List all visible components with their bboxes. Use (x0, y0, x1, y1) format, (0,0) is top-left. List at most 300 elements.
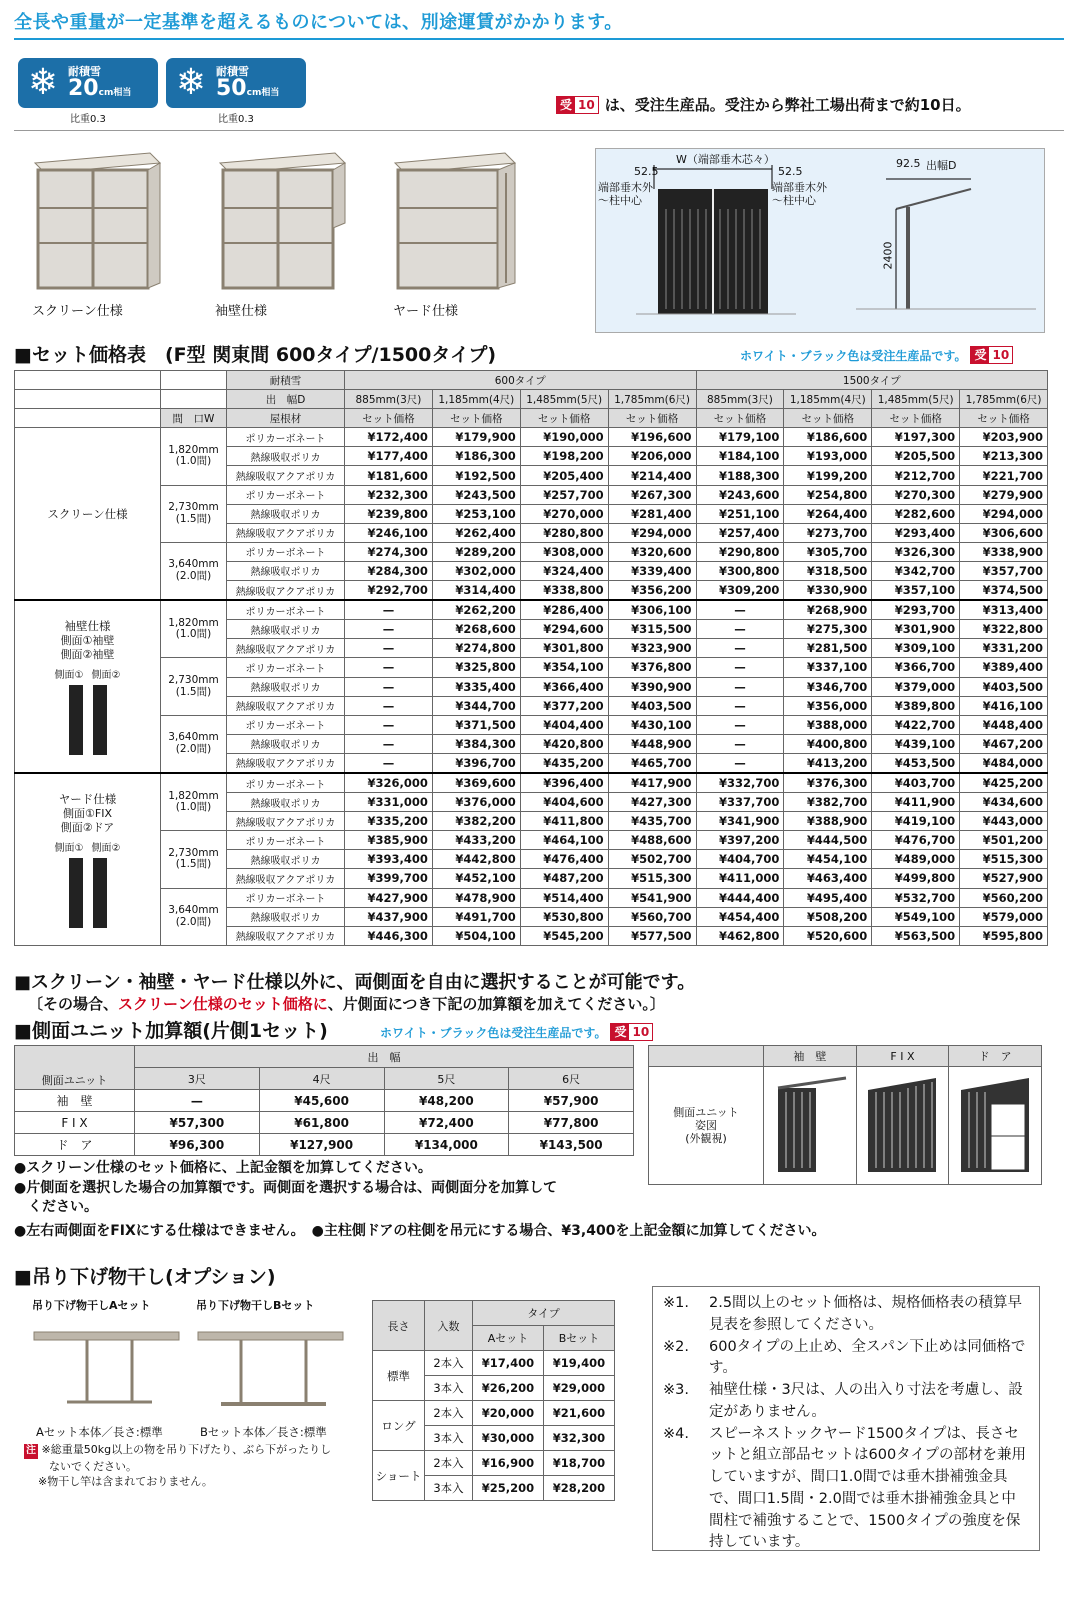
price-cell: ¥322,800 (960, 620, 1048, 639)
price-cell: ¥221,700 (960, 466, 1048, 485)
price-cell: ¥404,700 (696, 850, 784, 869)
price-cell: ¥315,500 (608, 620, 696, 639)
price-cell: ¥384,300 (432, 734, 520, 753)
price-cell: ¥454,400 (696, 907, 784, 926)
price-cell: ¥342,700 (872, 561, 960, 580)
price-cell: — (345, 639, 433, 658)
price-cell: ¥579,000 (960, 907, 1048, 926)
price-cell: ¥403,500 (960, 677, 1048, 696)
price-cell: ¥292,700 (345, 581, 433, 601)
price-cell: ¥331,000 (345, 793, 433, 812)
price-cell: ¥186,600 (784, 428, 872, 447)
price-cell: ¥425,200 (960, 773, 1048, 793)
price-cell: ¥422,700 (872, 715, 960, 734)
roof-material-cell: 熱線吸収アクアポリカ (227, 753, 345, 773)
table-row (15, 600, 1048, 620)
price-cell: ¥467,200 (960, 734, 1048, 753)
price-cell: ¥488,600 (608, 831, 696, 850)
price-cell: ¥324,400 (520, 561, 608, 580)
price-cell: — (696, 677, 784, 696)
price-cell: ¥411,900 (872, 793, 960, 812)
price-cell: ¥323,900 (608, 639, 696, 658)
price-cell: ¥560,200 (960, 888, 1048, 907)
price-cell: ¥314,400 (432, 581, 520, 601)
side-panel-icon (17, 858, 158, 928)
price-cell: ¥179,100 (696, 428, 784, 447)
snow-load-badge-50: ❄ 耐積雪 50cm相当 (166, 58, 306, 108)
fix-unit-icon (862, 1074, 942, 1174)
price-cell: ¥463,400 (784, 869, 872, 888)
price-cell: ¥199,200 (784, 466, 872, 485)
price-cell: ¥289,200 (432, 542, 520, 561)
price-cell: ¥270,000 (520, 504, 608, 523)
price-cell: ¥186,300 (432, 447, 520, 466)
roof-material-cell: ポリカーボネート (227, 600, 345, 620)
price-cell: ¥344,700 (432, 696, 520, 715)
price-cell: ¥403,700 (872, 773, 960, 793)
color-note: ホワイト・ブラック色は受注生産品です。 受 10 (380, 1023, 653, 1041)
price-cell: ¥430,100 (608, 715, 696, 734)
price-cell: ¥213,300 (960, 447, 1048, 466)
height-label: 2400 (881, 241, 895, 270)
w-dimension-label: W（端部垂木芯々） (676, 153, 775, 166)
price-cell: ¥293,700 (872, 600, 960, 620)
price-cell: ¥549,100 (872, 907, 960, 926)
price-cell: ¥301,800 (520, 639, 608, 658)
footnotes-box: ※1. 2.5間以上のセット価格は、規格価格表の積算早見表を参照してください。 ※2. 600タイプの上止め、全スパン下止めは同価格です。 ※3. 袖壁仕様・3尺は、人の出入り寸法を考慮し、設定がありません。 ※4. スピーネストックヤード1500タイプは、長さセットと組立部品セットは600タイプの部材を兼用していますが、間口1.0間では垂木掛補強金具で、間口1.5間・2.0間では垂木掛補強金具と中間柱で補強することで、1500タイプの強度を保持しています。 (652, 1286, 1040, 1551)
product-caption: ヤード仕様 (393, 304, 459, 319)
price-cell: ¥313,400 (960, 600, 1048, 620)
divider (14, 38, 1064, 40)
left-offset-label: 52.5 (634, 165, 659, 178)
option-b-title: 吊り下げ物干しBセット (196, 1299, 315, 1312)
made-to-order-badge: 受 10 (610, 1023, 653, 1041)
price-cell: ¥366,400 (520, 677, 608, 696)
spec-group-cell: ヤード仕様 側面①FIX 側面②ドア 側面① 側面② (15, 773, 161, 945)
color-note: ホワイト・ブラック色は受注生産品です。 受 10 (740, 346, 1013, 364)
price-cell: ¥520,600 (784, 926, 872, 945)
roof-material-cell: 熱線吸収ポリカ (227, 447, 345, 466)
price-cell: ¥293,400 (872, 523, 960, 542)
price-cell: ¥320,600 (608, 542, 696, 561)
width-cell: 2,730mm (1.5間) (161, 831, 227, 888)
price-cell: ¥527,900 (960, 869, 1048, 888)
hanger-price-table: 長さ 入数 タイプ Aセット Bセット 標準 2本入 ¥17,400 ¥19,400 3本入 ¥26,200 ¥29,000 ロング 2本入 ¥20,000 ¥21,600 3本入 ¥30,000 ¥32,300 ショート 2本入 ¥16,900 ¥18,700 3本入 ¥25,200 ¥28,200 (372, 1300, 615, 1501)
price-cell: ¥495,400 (784, 888, 872, 907)
table-row: F I X ¥57,300 ¥61,800 ¥72,400 ¥77,800 (15, 1112, 634, 1134)
roof-material-cell: 熱線吸収ポリカ (227, 734, 345, 753)
roof-material-cell: ポリカーボネート (227, 715, 345, 734)
price-cell: ¥318,500 (784, 561, 872, 580)
price-cell: ¥389,800 (872, 696, 960, 715)
roof-material-cell: ポリカーボネート (227, 428, 345, 447)
price-cell: ¥452,100 (432, 869, 520, 888)
price-cell: ¥300,800 (696, 561, 784, 580)
price-cell: ¥356,000 (784, 696, 872, 715)
roof-material-cell: 熱線吸収アクアポリカ (227, 581, 345, 601)
price-cell: — (696, 658, 784, 677)
price-cell: ¥198,200 (520, 447, 608, 466)
price-cell: ¥337,100 (784, 658, 872, 677)
roof-material-cell: 熱線吸収アクアポリカ (227, 696, 345, 715)
price-cell: ¥462,800 (696, 926, 784, 945)
price-cell: ¥294,000 (960, 504, 1048, 523)
roof-material-cell: 熱線吸収ポリカ (227, 620, 345, 639)
price-cell: — (696, 734, 784, 753)
roof-material-cell: ポリカーボネート (227, 888, 345, 907)
free-choice-heading: ■スクリーン・袖壁・ヤード仕様以外に、両側面を自由に選択することが可能です。 (14, 972, 696, 993)
price-cell: ¥465,700 (608, 753, 696, 773)
option-b-caption: Bセット本体／長さ:標準 (200, 1425, 327, 1439)
dimension-diagram (595, 148, 1045, 333)
price-table-title: ■セット価格表 (F型 関東間 600タイプ/1500タイプ) (14, 344, 497, 366)
price-cell: ¥325,800 (432, 658, 520, 677)
price-cell: ¥357,100 (872, 581, 960, 601)
price-cell: — (345, 677, 433, 696)
roof-material-cell: 熱線吸収ポリカ (227, 561, 345, 580)
sodekabe-unit-icon (770, 1074, 850, 1174)
price-cell: ¥268,600 (432, 620, 520, 639)
price-cell: ¥205,400 (520, 466, 608, 485)
price-cell: ¥203,900 (960, 428, 1048, 447)
price-cell: ¥332,700 (696, 773, 784, 793)
set-price-table: 耐積雪 600タイプ 1500タイプ 出 幅D 885mm(3尺) 1,185mm(4尺) 1,485mm(5尺) 1,785mm(6尺) 885mm(3尺) 1,185mm(4尺) 1,485mm(5尺) 1,785mm(6尺) 間 口W 屋根材 セット価格 セット価格 セット価格 セット価格 セット価格 セット価格 セット価格 セット価格 スクリーン仕様 1,820mm (1.0間) ポリカーボネート ¥172,400 ¥179,900 ¥190,000 ¥196,600 ¥179,100 ¥186,600 ¥197,300 ¥203,900 熱線吸収ポリカ ¥177,400 ¥186,300 ¥198,200 ¥206,000 ¥184,100 ¥193,000 ¥205,500 ¥213,300 熱線吸収アクアポリカ ¥181,600 ¥192,500 ¥205,400 ¥214,400 ¥188,300 ¥199,200 ¥212,700 ¥221,700 2,730mm (1.5間) ポリカーボネート ¥232,300 ¥243,500 ¥257,700 ¥267,300 ¥243,600 ¥254,800 ¥270,300 ¥279,900 熱線吸収ポリカ ¥239,800 ¥253,100 ¥270,000 ¥281,400 ¥251,100 ¥264,400 ¥282,600 ¥294,000 熱線吸収アクアポリカ ¥246,100 ¥262,400 ¥280,800 ¥294,000 ¥257,400 ¥273,700 ¥293,400 ¥306,600 3,640mm (2.0間) ポリカーボネート ¥274,300 ¥289,200 ¥308,000 ¥320,600 ¥290,800 ¥305,700 ¥326,300 ¥338,900 熱線吸収ポリカ ¥284,300 ¥302,000 ¥324,400 ¥339,400 ¥300,800 ¥318,500 ¥342,700 ¥357,700 熱線吸収アクアポリカ ¥292,700 ¥314,400 ¥338,800 ¥356,200 ¥309,200 ¥330,900 ¥357,100 ¥374,500 袖壁仕様 側面①袖壁 側面②袖壁 側面① 側面② 1,820mm (1.0間) ポリカーボネート — ¥262,200 ¥286,400 ¥306,100 — ¥268,900 ¥293,700 ¥313,400 熱線吸収ポリカ — ¥268,600 ¥294,600 ¥315,500 — ¥275,300 ¥301,900 ¥322,800 熱線吸収アクアポリカ — ¥274,800 ¥301,800 ¥323,900 — ¥281,500 ¥309,100 ¥331,200 2,730mm (1.5間) ポリカーボネート — ¥325,800 ¥354,100 ¥376,800 — ¥337,100 ¥366,700 ¥389,400 熱線吸収ポリカ — ¥335,400 ¥366,400 ¥390,900 — ¥346,700 ¥379,000 ¥403,500 熱線吸収アクアポリカ — ¥344,700 ¥377,200 ¥403,500 — ¥356,000 ¥389,800 ¥416,100 3,640mm (2.0間) ポリカーボネート — ¥371,500 ¥404,400 ¥430,100 — ¥388,000 ¥422,700 ¥448,400 熱線吸収ポリカ — ¥384,300 ¥420,800 ¥448,900 — ¥400,800 ¥439,100 ¥467,200 熱線吸収アクアポリカ — ¥396,700 ¥435,200 ¥465,700 — ¥413,200 ¥453,500 ¥484,000 ヤード仕様 側面①FIX 側面②ドア 側面① 側面② 1,820mm (1.0間) ポリカーボネート ¥326,000 ¥369,600 ¥396,400 ¥417,900 ¥332,700 ¥376,300 ¥403,700 ¥425,200 熱線吸収ポリカ ¥331,000 ¥376,000 ¥404,600 ¥427,300 ¥337,700 ¥382,700 ¥411,900 ¥434,600 熱線吸収アクアポリカ ¥335,200 ¥382,200 ¥411,800 ¥435,700 ¥341,900 ¥388,900 ¥419,100 ¥443,000 2,730mm (1.5間) ポリカーボネート ¥385,900 ¥433,200 ¥464,100 ¥488,600 ¥397,200 ¥444,500 ¥476,700 ¥501,200 熱線吸収ポリカ ¥393,400 ¥442,800 ¥476,400 ¥502,700 ¥404,700 ¥454,100 ¥489,000 ¥515,300 熱線吸収アクアポリカ ¥399,700 ¥452,100 ¥487,200 ¥515,300 ¥411,000 ¥463,400 ¥499,800 ¥527,900 3,640mm (2.0間) ポリカーボネート ¥427,900 ¥478,900 ¥514,400 ¥541,900 ¥444,400 ¥495,400 ¥532,700 ¥560,200 熱線吸収ポリカ ¥437,900 ¥491,700 ¥530,800 ¥560,700 ¥454,400 ¥508,200 ¥549,100 ¥579,000 熱線吸収アクアポリカ ¥446,300 ¥504,100 ¥545,200 ¥577,500 ¥462,800 ¥520,600 ¥563,500 ¥595,800 (14, 370, 1048, 946)
price-cell: ¥190,000 (520, 428, 608, 447)
width-cell: 3,640mm (2.0間) (161, 542, 227, 600)
price-cell: ¥270,300 (872, 485, 960, 504)
price-cell: ¥411,800 (520, 812, 608, 831)
price-cell: ¥172,400 (345, 428, 433, 447)
price-cell: ¥377,200 (520, 696, 608, 715)
price-cell: ¥443,000 (960, 812, 1048, 831)
price-cell: ¥416,100 (960, 696, 1048, 715)
price-cell: ¥341,900 (696, 812, 784, 831)
price-cell: ¥560,700 (608, 907, 696, 926)
table-row: 袖 壁 — ¥45,600 ¥48,200 ¥57,900 (15, 1090, 634, 1112)
price-cell: ¥478,900 (432, 888, 520, 907)
roof-material-cell: ポリカーボネート (227, 485, 345, 504)
price-cell: ¥339,400 (608, 561, 696, 580)
snowflake-icon: ❄ (27, 62, 59, 103)
depth-label: 出幅D (926, 159, 957, 172)
price-cell: ¥487,200 (520, 869, 608, 888)
roof-material-cell: 熱線吸収ポリカ (227, 793, 345, 812)
price-cell: ¥306,100 (608, 600, 696, 620)
width-cell: 1,820mm (1.0間) (161, 773, 227, 831)
price-cell: ¥390,900 (608, 677, 696, 696)
hanger-a-illustration (32, 1312, 182, 1422)
price-cell: ¥419,100 (872, 812, 960, 831)
width-cell: 3,640mm (2.0間) (161, 715, 227, 773)
caution-badge: 注 (24, 1444, 38, 1459)
price-cell: ¥281,400 (608, 504, 696, 523)
price-cell: — (696, 753, 784, 773)
price-cell: — (696, 639, 784, 658)
price-cell: ¥491,700 (432, 907, 520, 926)
hanger-b-illustration (196, 1312, 346, 1422)
price-cell: ¥330,900 (784, 581, 872, 601)
price-cell: ¥388,000 (784, 715, 872, 734)
price-cell: ¥397,200 (696, 831, 784, 850)
price-cell: ¥404,600 (520, 793, 608, 812)
yard-carport-illustration (390, 148, 525, 298)
price-cell: ¥374,500 (960, 581, 1048, 601)
specific-gravity: 比重0.3 (70, 114, 106, 125)
price-cell: ¥338,800 (520, 581, 608, 601)
price-cell: ¥232,300 (345, 485, 433, 504)
price-cell: ¥379,000 (872, 677, 960, 696)
snowflake-icon: ❄ (175, 62, 207, 103)
price-cell: ¥280,800 (520, 523, 608, 542)
roof-material-cell: ポリカーボネート (227, 773, 345, 793)
price-cell: ¥435,200 (520, 753, 608, 773)
price-cell: ¥369,600 (432, 773, 520, 793)
price-cell: — (345, 600, 433, 620)
price-cell: ¥439,100 (872, 734, 960, 753)
depth-offset-label: 92.5 (896, 157, 921, 170)
roof-material-cell: 熱線吸収ポリカ (227, 850, 345, 869)
table-row (15, 715, 1048, 734)
price-cell: ¥444,500 (784, 831, 872, 850)
free-choice-note: 〔その場合、スクリーン仕様のセット価格に、片側面につき下記の加算額を加えてください。〕 (28, 995, 665, 1013)
price-cell: ¥177,400 (345, 447, 433, 466)
price-cell: ¥184,100 (696, 447, 784, 466)
price-cell: ¥541,900 (608, 888, 696, 907)
price-cell: ¥338,900 (960, 542, 1048, 561)
price-cell: ¥413,200 (784, 753, 872, 773)
price-cell: ¥196,600 (608, 428, 696, 447)
snow-load-badge-20: ❄ 耐積雪 20cm相当 (18, 58, 158, 108)
price-cell: ¥309,100 (872, 639, 960, 658)
side-panel-icon (17, 685, 158, 755)
made-to-order-badge: 受 10 (556, 96, 599, 114)
price-cell: ¥371,500 (432, 715, 520, 734)
price-cell: ¥437,900 (345, 907, 433, 926)
price-cell: ¥399,700 (345, 869, 433, 888)
price-cell: ¥302,000 (432, 561, 520, 580)
price-cell: ¥346,700 (784, 677, 872, 696)
price-cell: — (345, 658, 433, 677)
width-cell: 3,640mm (2.0間) (161, 888, 227, 945)
side-unit-table: 側面ユニット 出 幅 3尺 4尺 5尺 6尺 袖 壁 — ¥45,600 ¥48,200 ¥57,900 F I X ¥57,300 ¥61,800 ¥72,400 ¥77,800 ド ア ¥96,300 ¥127,900 ¥134,000 ¥143,500 (14, 1045, 634, 1156)
price-cell: ¥484,000 (960, 753, 1048, 773)
price-cell: ¥420,800 (520, 734, 608, 753)
price-cell: ¥489,000 (872, 850, 960, 869)
price-cell: ¥453,500 (872, 753, 960, 773)
width-cell: 1,820mm (1.0間) (161, 600, 227, 658)
price-cell: ¥279,900 (960, 485, 1048, 504)
price-cell: ¥400,800 (784, 734, 872, 753)
price-cell: ¥331,200 (960, 639, 1048, 658)
price-cell: ¥404,400 (520, 715, 608, 734)
price-cell: ¥309,200 (696, 581, 784, 601)
made-to-order-badge: 受 10 (970, 346, 1013, 364)
price-cell: ¥179,900 (432, 428, 520, 447)
price-cell: ¥290,800 (696, 542, 784, 561)
price-cell: ¥366,700 (872, 658, 960, 677)
price-cell: ¥262,400 (432, 523, 520, 542)
price-cell: ¥205,500 (872, 447, 960, 466)
price-cell: ¥464,100 (520, 831, 608, 850)
price-cell: ¥396,700 (432, 753, 520, 773)
roof-material-cell: 熱線吸収ポリカ (227, 677, 345, 696)
price-cell: ¥246,100 (345, 523, 433, 542)
price-cell: ¥385,900 (345, 831, 433, 850)
price-cell: ¥354,100 (520, 658, 608, 677)
table-row (15, 428, 1048, 447)
price-cell: ¥514,400 (520, 888, 608, 907)
roof-material-cell: ポリカーボネート (227, 658, 345, 677)
divider (14, 130, 1064, 131)
specific-gravity: 比重0.3 (218, 114, 254, 125)
price-cell: ¥188,300 (696, 466, 784, 485)
roof-material-cell: 熱線吸収アクアポリカ (227, 812, 345, 831)
price-cell: ¥335,400 (432, 677, 520, 696)
price-cell: ¥563,500 (872, 926, 960, 945)
side-unit-pictures: 袖 壁 F I X ド ア 側面ユニット 姿図 (外観視) (648, 1045, 1042, 1185)
price-cell: ¥268,900 (784, 600, 872, 620)
price-cell: ¥274,300 (345, 542, 433, 561)
price-cell: ¥427,300 (608, 793, 696, 812)
price-cell: ¥417,900 (608, 773, 696, 793)
price-cell: ¥251,100 (696, 504, 784, 523)
roof-material-cell: 熱線吸収ポリカ (227, 504, 345, 523)
price-cell: — (696, 600, 784, 620)
table-row (15, 888, 1048, 907)
option-a-title: 吊り下げ物干しAセット (32, 1299, 151, 1312)
price-cell: ¥448,400 (960, 715, 1048, 734)
price-cell: ¥275,300 (784, 620, 872, 639)
price-cell: ¥301,900 (872, 620, 960, 639)
table-row (15, 485, 1048, 504)
price-cell: ¥476,700 (872, 831, 960, 850)
roof-material-cell: ポリカーボネート (227, 831, 345, 850)
price-cell: ¥382,200 (432, 812, 520, 831)
width-cell: 2,730mm (1.5間) (161, 485, 227, 542)
price-cell: ¥253,100 (432, 504, 520, 523)
price-cell: ¥306,600 (960, 523, 1048, 542)
price-cell: ¥427,900 (345, 888, 433, 907)
price-cell: ¥257,700 (520, 485, 608, 504)
door-unit-icon (955, 1074, 1035, 1174)
width-cell: 1,820mm (1.0間) (161, 428, 227, 485)
price-cell: ¥335,200 (345, 812, 433, 831)
price-cell: ¥396,400 (520, 773, 608, 793)
made-to-order-note: 受 10 は、受注生産品。受注から弊社工場出荷まで約10日。 (556, 94, 971, 115)
table-row (15, 658, 1048, 677)
option-warnings: 注 ※総重量50kg以上の物を吊り下げたり、ぶら下がったりし ないでください。 ※物干し竿は含まれておりません。 (26, 1443, 332, 1489)
right-note: 端部垂木外 ～柱中心 (772, 181, 827, 208)
price-cell: ¥181,600 (345, 466, 433, 485)
price-cell: ¥273,700 (784, 523, 872, 542)
price-cell: ¥357,700 (960, 561, 1048, 580)
left-note: 端部垂木外 ～柱中心 (598, 181, 653, 208)
price-cell: ¥282,600 (872, 504, 960, 523)
price-cell: ¥411,000 (696, 869, 784, 888)
spec-group-cell: 袖壁仕様 側面①袖壁 側面②袖壁 側面① 側面② (15, 600, 161, 773)
sodekabe-carport-illustration (215, 148, 350, 298)
price-cell: ¥243,600 (696, 485, 784, 504)
price-cell: ¥281,500 (784, 639, 872, 658)
price-cell: ¥197,300 (872, 428, 960, 447)
price-cell: ¥254,800 (784, 485, 872, 504)
table-row (15, 542, 1048, 561)
price-cell: ¥212,700 (872, 466, 960, 485)
price-cell: ¥376,800 (608, 658, 696, 677)
table-row (15, 773, 1048, 793)
price-cell: ¥257,400 (696, 523, 784, 542)
price-cell: ¥393,400 (345, 850, 433, 869)
price-cell: ¥499,800 (872, 869, 960, 888)
price-cell: ¥454,100 (784, 850, 872, 869)
option-title: ■吊り下げ物干し(オプション) (14, 1266, 276, 1288)
price-cell: ¥239,800 (345, 504, 433, 523)
price-cell: ¥193,000 (784, 447, 872, 466)
width-cell: 2,730mm (1.5間) (161, 658, 227, 715)
price-cell: ¥305,700 (784, 542, 872, 561)
side-unit-notes: ●スクリーン仕様のセット価格に、上記金額を加算してください。 ●片側面を選択した場合の加算額です。両側面を選択する場合は、両側面分を加算して ください。 (14, 1160, 558, 1216)
price-cell: — (345, 753, 433, 773)
screen-carport-illustration (30, 148, 165, 298)
price-cell: ¥504,100 (432, 926, 520, 945)
roof-material-cell: 熱線吸収アクアポリカ (227, 869, 345, 888)
price-cell: ¥356,200 (608, 581, 696, 601)
side-unit-title: ■側面ユニット加算額(片側1セット) (14, 1020, 328, 1042)
price-cell: ¥308,000 (520, 542, 608, 561)
price-cell: ¥294,600 (520, 620, 608, 639)
price-cell: — (696, 620, 784, 639)
price-cell: ¥284,300 (345, 561, 433, 580)
price-cell: ¥508,200 (784, 907, 872, 926)
price-cell: ¥532,700 (872, 888, 960, 907)
roof-material-cell: 熱線吸収ポリカ (227, 907, 345, 926)
price-cell: ¥267,300 (608, 485, 696, 504)
roof-material-cell: 熱線吸収アクアポリカ (227, 466, 345, 485)
price-cell: ¥326,300 (872, 542, 960, 561)
right-offset-label: 52.5 (778, 165, 803, 178)
price-cell: ¥530,800 (520, 907, 608, 926)
price-cell: ¥376,300 (784, 773, 872, 793)
price-cell: ¥262,200 (432, 600, 520, 620)
price-cell: — (345, 734, 433, 753)
price-cell: ¥434,600 (960, 793, 1048, 812)
price-cell: ¥577,500 (608, 926, 696, 945)
price-cell: — (696, 715, 784, 734)
price-cell: ¥382,700 (784, 793, 872, 812)
price-cell: ¥337,700 (696, 793, 784, 812)
price-cell: ¥448,900 (608, 734, 696, 753)
price-cell: ¥545,200 (520, 926, 608, 945)
product-caption: スクリーン仕様 (32, 304, 123, 319)
price-cell: ¥389,400 (960, 658, 1048, 677)
price-cell: ¥442,800 (432, 850, 520, 869)
price-cell: — (345, 715, 433, 734)
price-cell: ¥435,700 (608, 812, 696, 831)
price-cell: ¥286,400 (520, 600, 608, 620)
product-caption: 袖壁仕様 (215, 304, 268, 319)
price-cell: ¥326,000 (345, 773, 433, 793)
table-row (15, 831, 1048, 850)
price-cell: ¥206,000 (608, 447, 696, 466)
price-cell: ¥502,700 (608, 850, 696, 869)
price-cell: ¥515,300 (608, 869, 696, 888)
price-cell: ¥403,500 (608, 696, 696, 715)
price-cell: ¥501,200 (960, 831, 1048, 850)
price-cell: ¥388,900 (784, 812, 872, 831)
spec-group-cell: スクリーン仕様 (15, 428, 161, 600)
price-cell: ¥595,800 (960, 926, 1048, 945)
price-cell: ¥294,000 (608, 523, 696, 542)
